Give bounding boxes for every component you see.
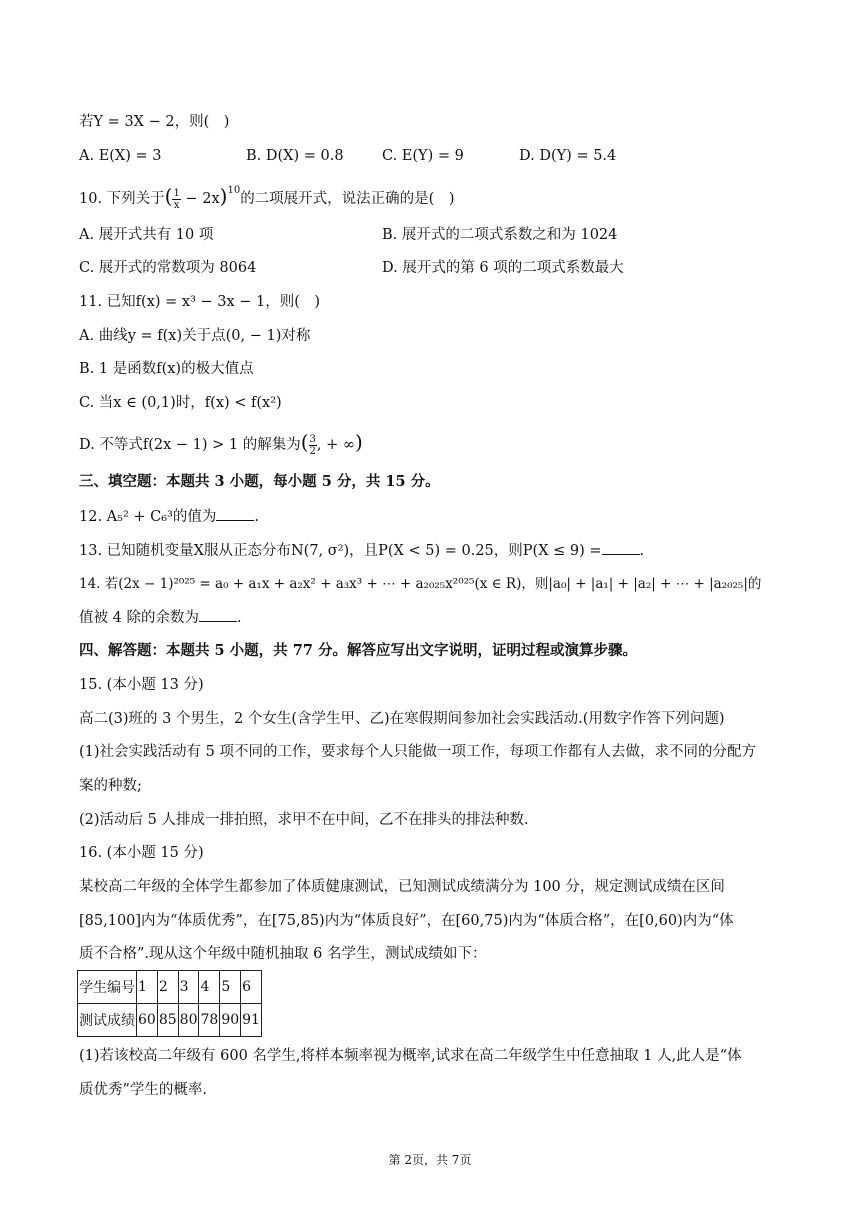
table-row-label: 学生编号 [78,971,137,1004]
q10-stem [79,186,455,211]
table-cell: 78 [199,1004,220,1037]
q10-minus-term: − 2x [180,191,220,207]
table-row [78,971,262,1004]
q11-option-a: A. 曲线y = f(x)关于点(0, − 1)对称 [79,328,311,344]
table-cell: 3 [178,971,199,1004]
q10-prefix: 10. 下列关于 [79,191,165,207]
q14-line-2: 值被 4 除的余数为 . [79,607,242,628]
table-cell: 1 [137,971,158,1004]
q11-option-d [79,432,363,457]
q10-option-b: B. 展开式的二项式系数之和为 1024 [382,227,618,243]
section-3-heading: 三、填空题：本题共 3 小题，每小题 5 分，共 15 分。 [79,473,440,490]
q10-open-paren: ( [164,184,173,208]
score-table [77,970,262,1037]
q12-answer-blank [216,506,254,521]
q12-prefix: 12. [79,509,107,525]
q16-line-3: 质不合格”.现从这个年级中随机抽取 6 名学生，测试成绩如下： [79,946,487,962]
q10-fraction [172,188,180,211]
q15-part1-line1: (1)社会实践活动有 5 项不同的工作，要求每个人只能做一项工作，每项工作都有人去做，求不同的分配方 [79,744,756,760]
q13: 13. 已知随机变量X服从正态分布N(7, σ²)，且P(X < 5) = 0.25，则P(X ≤ 9) = . [79,540,644,561]
table-cell: 91 [241,1004,262,1037]
q11-d-close-paren: ) [354,430,363,454]
q11-d-frac-num: 3 [309,433,316,445]
table-cell: 85 [157,1004,178,1037]
q12-expression: A₅² + C₆³ [106,509,173,525]
q12-suffix: 的值为 [172,509,217,525]
q16-part1-line2: 质优秀”学生的概率. [79,1082,208,1098]
q14-answer-blank [199,607,237,622]
table-cell: 5 [220,971,241,1004]
q15-part2: (2)活动后 5 人排成一排拍照，求甲不在中间，乙不在排头的排法种数. [79,812,529,828]
q13-text: 13. 已知随机变量X服从正态分布N(7, σ²)，且P(X < 5) = 0.25，则P(X ≤ 9) = [79,543,602,559]
q13-answer-blank [602,540,640,555]
q11-d-prefix: D. 不等式f(2x − 1) > 1 的解集为 [79,437,301,453]
q10-exponent: 10 [227,185,241,197]
table-row-label: 测试成绩 [78,1004,137,1037]
q9-option-c: C. E(Y) = 9 [382,148,464,164]
q11-d-frac-den: 2 [309,445,316,457]
q14-text: 值被 4 除的余数为 [79,610,199,626]
q12: 12. A₅² + C₆³的值为 . [79,506,259,527]
q16-line-1: 某校高二年级的全体学生都参加了体质健康测试，已知测试成绩满分为 100 分，规定测试成绩在区间 [79,879,725,895]
q16-heading: 16. (本小题 15 分) [79,845,204,861]
q15-part1-line2: 案的种数; [79,778,142,794]
q11-option-b: B. 1 是函数f(x)的极大值点 [79,361,254,377]
section-4-heading: 四、解答题：本题共 5 小题，共 77 分。解答应写出文字说明，证明过程或演算步骤。 [79,642,637,659]
q16-line-2: [85,100]内为“体质优秀”，在[75,85)内为“体质良好”，在[60,75)内为“体质合格”，在[0,60)内为“体 [79,913,734,929]
table-cell: 4 [199,971,220,1004]
table-cell: 80 [178,1004,199,1037]
q10-option-c: C. 展开式的常数项为 8064 [79,260,257,276]
q15-body: 高二(3)班的 3 个男生，2 个女生(含学生甲、乙)在寒假期间参加社会实践活动.(用数字作答下列问题) [79,711,725,727]
q9-option-a: A. E(X) = 3 [79,148,162,164]
q11-option-c: C. 当x ∈ (0,1)时，f(x) < f(x²) [79,395,282,411]
q11-d-interval-tail: , + ∞ [316,437,355,453]
q11-d-fraction [309,434,317,457]
q15-heading: 15. (本小题 13 分) [79,677,204,693]
q10-frac-num: 1 [173,187,180,199]
q11-stem: 11. 已知f(x) = x³ − 3x − 1，则( ) [79,294,321,310]
q10-option-d: D. 展开式的第 6 项的二项式系数最大 [382,260,624,276]
table-cell: 60 [137,1004,158,1037]
q14-line-1: 14. 若(2x − 1)²⁰²⁵ = a₀ + a₁x + a₂x² + a₃x³ + ⋯ + a₂₀₂₅x²⁰²⁵(x ∈ R)，则|a₀| + |a₁| + |a₂| + ⋯ + |a₂₀₂₅|的 [79,576,762,592]
table-cell: 90 [220,1004,241,1037]
q10-close-paren: ) [219,184,228,208]
q10-option-a: A. 展开式共有 10 项 [79,227,214,243]
q10-suffix: 的二项展开式，说法正确的是( ) [240,191,455,207]
q16-part1-line1: (1)若该校高二年级有 600 名学生,将样本频率视为概率,试求在高二年级学生中任意抽取 1 人,此人是“体 [79,1048,742,1064]
q9-option-d: D. D(Y) = 5.4 [519,148,617,164]
q10-frac-den: x [173,199,180,211]
page-footer: 第 2页，共 7页 [388,1153,472,1167]
q9-option-b: B. D(X) = 0.8 [246,148,344,164]
q9-condition: 若Y = 3X − 2，则( ) [79,114,230,130]
table-cell: 6 [241,971,262,1004]
table-row [78,1004,262,1037]
q11-d-open-paren: ( [300,430,309,454]
table-cell: 2 [157,971,178,1004]
